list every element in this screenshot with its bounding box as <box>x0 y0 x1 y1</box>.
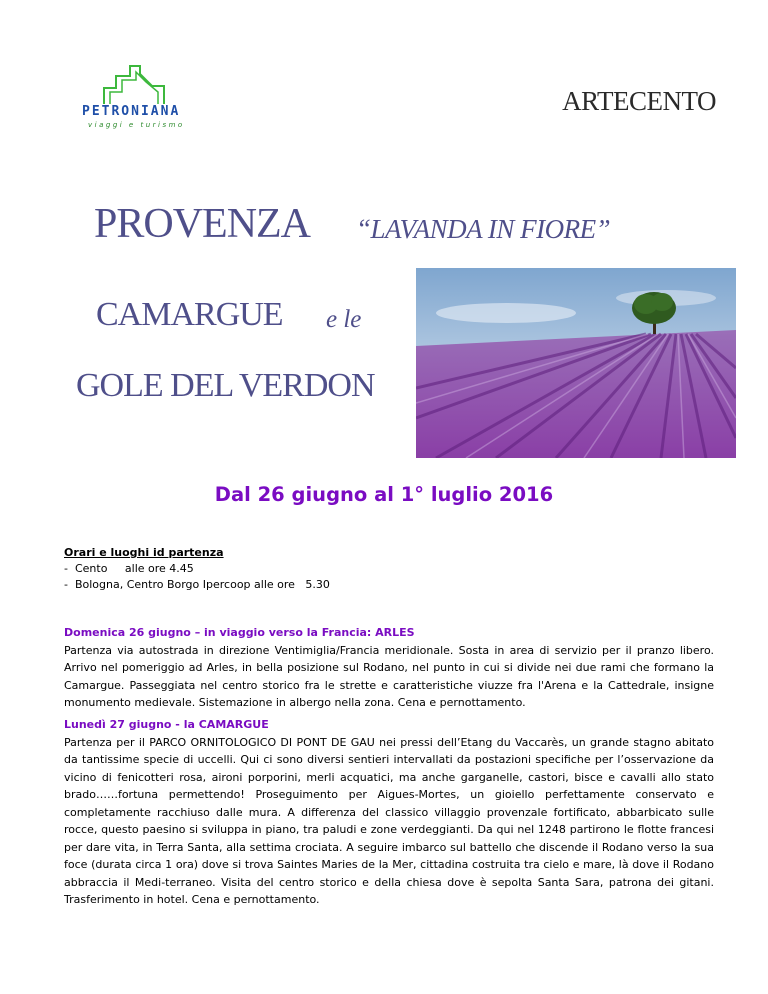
logo-building-icon <box>100 62 172 106</box>
title-lavanda-in-fiore: “LAVANDA IN FIORE” <box>356 214 611 244</box>
brand-name: ARTECENTO <box>562 86 716 116</box>
day-description: Partenza per il PARCO ORNITOLOGICO DI PONT DE GAU nei pressi dell’Etang du Vaccarès, un grande stagno abitato da tantissime specie di uccelli. Qui ci sono diversi sentieri intervallati da postazioni specifiche per l’osservazione da vicino di fenicotteri rosa, aironi porporini, merli acquatici, ma anche garganelle, castori, bisce e cavalli allo stato brado……fortuna permettendo! Proseguimento per Aigues-Mortes, un gioiello perfettamente conservato e completamente racchiuso dalle mura. A differenza del classico villaggio provenzale fortificato, abbarbicato sulle rocce, questo paesino si sviluppa in piano, tra paludi e zone verdeggianti. Da qui nel 1248 partirono le flotte francesi per dare vita, in Terra Santa, alla settima crociata. A seguire imbarco sul battello che discende il Rodano verso la sua foce (durata circa 1 ora) dove si trova Saintes Maries de la Mer, cittadina costruita tra cielo e mare, là dove il Rodano abbraccia il Medi-terraneo. Visita del centro storico e della chiesa dove è sepolta Santa Sara, patrona dei gitani. Trasferimento in hotel. Cena e pernottamento. <box>64 735 714 906</box>
logo-subtitle: viaggi e turismo <box>88 121 185 129</box>
title-camargue: CAMARGUE <box>96 296 283 333</box>
departure-item: - Cento alle ore 4.45 <box>64 562 194 575</box>
title-provenza: PROVENZA <box>94 201 311 247</box>
petroniana-logo <box>82 62 192 134</box>
lavender-field-image <box>416 268 736 458</box>
day-heading: Lunedì 27 giugno - la CAMARGUE <box>64 718 269 731</box>
tour-dates: Dal 26 giugno al 1° luglio 2016 <box>214 483 554 506</box>
departure-heading: Orari e luoghi id partenza <box>64 546 224 559</box>
title-e-le: e le <box>326 306 362 333</box>
itinerary-day-1 <box>64 624 714 712</box>
departure-item: - Bologna, Centro Borgo Ipercoop alle ore 5.30 <box>64 578 330 591</box>
logo-name: PETRONIANA <box>82 104 181 119</box>
itinerary-day-2 <box>64 716 714 909</box>
title-gole-del-verdon: GOLE DEL VERDON <box>76 367 375 404</box>
day-description: Partenza via autostrada in direzione Ventimiglia/Francia meridionale. Sosta in area di servizio per il pranzo libero. Arrivo nel pomeriggio ad Arles, in bella posizione sul Rodano, nel punto in cui si divide nei due rami che formano la Camargue. Passeggiata nel centro storico fra le strette e caratteristiche viuzze fra l'Arena e la Cattedrale, insigne monumento medievale. Sistemazione in albergo nella zona. Cena e pernottamento. <box>64 643 714 709</box>
day-heading: Domenica 26 giugno – in viaggio verso la Francia: ARLES <box>64 626 415 639</box>
departure-info <box>64 545 714 593</box>
